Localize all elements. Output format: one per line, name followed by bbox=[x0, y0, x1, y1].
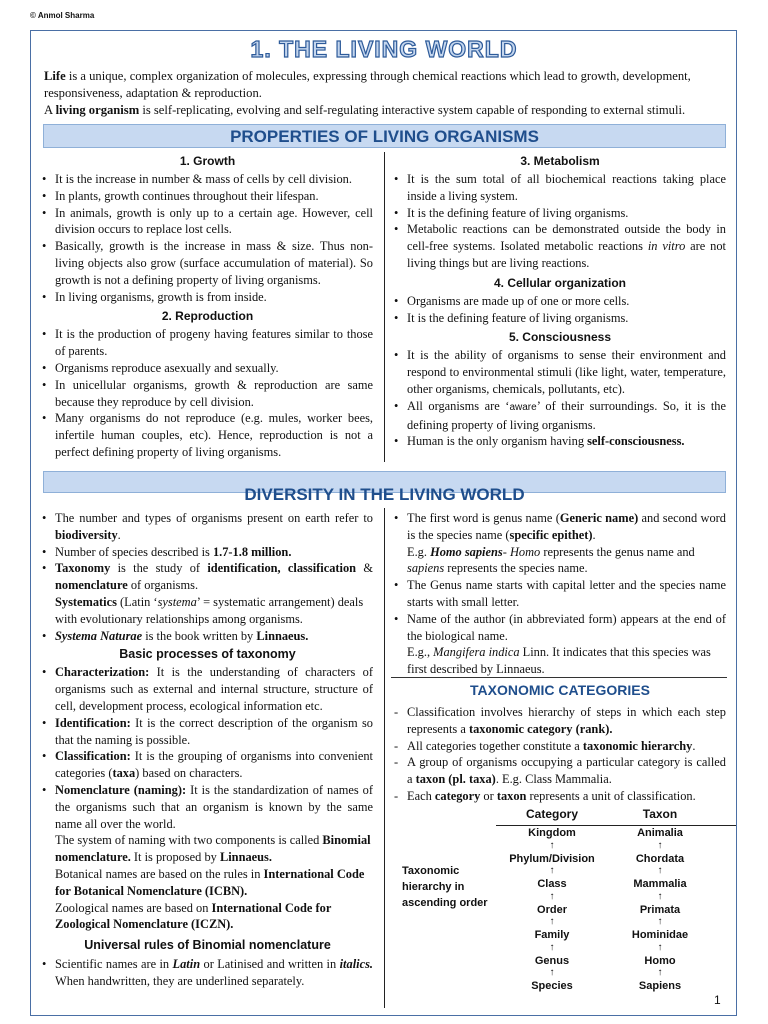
text: Number of species described is bbox=[55, 544, 213, 559]
text: are not living things but are living reactions. bbox=[407, 239, 727, 270]
up-arrow-icon: ↑ bbox=[549, 839, 555, 851]
list-item: • It is the ability of organisms to sense their environment and respond to environmental stimuli (like light, water, temperature, other organisms, chemicals, pollutants, etc). bbox=[394, 347, 726, 397]
bold-text: identification, classification bbox=[207, 561, 357, 576]
bold-text: Binomial nomenclature. bbox=[55, 833, 371, 865]
list-item bbox=[394, 510, 726, 544]
list-item: • In animals, growth is only up to a certain age. However, cell division occurs to replace lost cells. bbox=[42, 205, 373, 239]
list-item: • It is the increase in number & mass of cells by cell division. bbox=[42, 171, 373, 188]
list-item bbox=[42, 628, 373, 645]
text: - bbox=[502, 544, 510, 559]
column-divider bbox=[384, 152, 385, 462]
list-item: • The Genus name starts with capital letter and the species name starts with small letter. bbox=[394, 577, 726, 611]
bold-text: Nomenclature (naming): bbox=[55, 782, 187, 797]
organism-definition bbox=[44, 102, 736, 119]
list-item bbox=[42, 544, 373, 561]
category-cell: Phylum/Division bbox=[509, 852, 595, 865]
processes-list bbox=[42, 664, 373, 832]
list-item bbox=[42, 664, 373, 714]
bold-text: taxonomic hierarchy bbox=[582, 738, 693, 753]
text: The number and types of organisms present on earth refer to bbox=[55, 511, 373, 525]
list-item bbox=[394, 704, 726, 738]
bold-text: Classification: bbox=[55, 749, 131, 764]
text: . bbox=[117, 527, 121, 542]
list-item: • It is the defining feature of living organisms. bbox=[394, 310, 726, 327]
list-item bbox=[42, 956, 373, 990]
list-item: • It is the sum total of all biochemical reactions taking place inside a living system. bbox=[394, 171, 726, 205]
consciousness-heading: 5. Consciousness bbox=[508, 330, 612, 345]
list-item: • In unicellular organisms, growth & reproduction are same because they reproduce by cell division. bbox=[42, 377, 373, 411]
life-text: is a unique, complex organization of molecules, expressing through chemical reactions which lead to growth, development, responsiveness, adaptation & reproduction. bbox=[44, 69, 691, 100]
diversity-right-column bbox=[394, 510, 726, 678]
bold-text: 1.7-1.8 million. bbox=[212, 544, 292, 559]
up-arrow-icon: ↑ bbox=[549, 890, 555, 902]
naming-rules-list bbox=[394, 510, 726, 544]
diversity-list bbox=[42, 510, 373, 594]
org-text: is self-replicating, evolving and self-regulating interactive system capable of responding to external stimuli. bbox=[139, 103, 686, 117]
category-column-header: Category bbox=[525, 807, 578, 821]
text: It is the understanding of characters of organisms such as external and internal structure, structure of cell, development process, ecological information etc. bbox=[55, 665, 373, 713]
text: It is proposed by bbox=[130, 850, 220, 865]
reproduction-list bbox=[42, 326, 373, 460]
bold-text: category bbox=[434, 788, 481, 803]
text: All organisms are ‘ bbox=[407, 398, 510, 413]
italic-text: Latin bbox=[172, 957, 201, 972]
bold-text: Identification: bbox=[55, 715, 131, 730]
up-arrow-icon: ↑ bbox=[549, 916, 555, 927]
category-cell: Genus bbox=[534, 954, 570, 967]
text: When handwritten, they are underlined separately. bbox=[55, 973, 305, 988]
metabolism-heading: 3. Metabolism bbox=[520, 154, 600, 168]
text: represents the species name. bbox=[444, 561, 588, 576]
page-title: 1. THE LIVING WORLD bbox=[250, 36, 518, 62]
list-item bbox=[394, 788, 726, 805]
bold-text: Systematics bbox=[55, 594, 117, 609]
growth-list bbox=[42, 171, 373, 305]
bold-text: Linnaeus. bbox=[219, 850, 272, 865]
text: It is the standardization of names of the organisms such that an organism is known by the same name all over the world. bbox=[55, 782, 373, 831]
life-definition bbox=[44, 68, 736, 102]
taxon-cell: Mammalia bbox=[633, 878, 687, 890]
cellular-list bbox=[394, 293, 726, 327]
list-item: • Organisms reproduce asexually and sexually. bbox=[42, 360, 373, 377]
diversity-list-2 bbox=[42, 628, 373, 645]
text: . bbox=[692, 738, 696, 753]
org-prefix: A bbox=[44, 103, 56, 117]
bold-text: taxon bbox=[496, 788, 527, 803]
bold-text: Characterization: bbox=[55, 665, 150, 680]
italic-text: Homo bbox=[509, 544, 541, 559]
taxonomic-categories-heading: TAXONOMIC CATEGORIES bbox=[470, 682, 650, 698]
bold-text: nomenclature bbox=[55, 578, 128, 593]
growth-heading: 1. Growth bbox=[179, 154, 236, 168]
org-term: living organism bbox=[55, 103, 140, 117]
category-cell: Class bbox=[537, 878, 567, 890]
list-item bbox=[42, 560, 373, 594]
text: Scientific names are in bbox=[55, 957, 173, 972]
list-item: • Basically, growth is the increase in mass & size. Thus non-living objects also grow (surface accumulation of material). So growth is not a defining property of living organisms. bbox=[42, 238, 373, 288]
taxon-cell: Animalia bbox=[637, 827, 683, 839]
category-cell: Kingdom bbox=[528, 827, 576, 839]
italic-text: Homo sapiens bbox=[430, 544, 503, 559]
diversity-left-column bbox=[42, 510, 373, 990]
list-item bbox=[394, 221, 726, 271]
cellular-heading: 4. Cellular organization bbox=[493, 275, 627, 290]
binomial-paragraph bbox=[42, 832, 373, 866]
up-arrow-icon: ↑ bbox=[657, 916, 663, 927]
consciousness-list bbox=[394, 347, 726, 450]
list-item bbox=[42, 510, 373, 544]
list-item: • It is the production of progeny having features similar to those of parents. bbox=[42, 326, 373, 360]
text: is the study of bbox=[110, 561, 208, 576]
up-arrow-icon: ↑ bbox=[549, 865, 555, 876]
copyright-notice: © Anmol Sharma bbox=[30, 11, 95, 20]
properties-heading: PROPERTIES OF LIVING ORGANISMS bbox=[43, 124, 726, 148]
diversity-heading: DIVERSITY IN THE LIVING WORLD bbox=[244, 485, 525, 504]
list-item bbox=[42, 782, 373, 832]
text: . E.g. Class Mammalia. bbox=[495, 772, 612, 787]
text: It is the grouping of organisms into convenient categories ( bbox=[55, 749, 373, 781]
text: of organisms. bbox=[127, 578, 199, 593]
list-item bbox=[42, 715, 373, 749]
text: represents a unit of classification. bbox=[526, 788, 696, 803]
text: Zoological names are based on bbox=[55, 900, 212, 915]
text: A group of organisms occupying a particular category is called a bbox=[407, 755, 726, 787]
bold-text: specific epithet) bbox=[509, 527, 593, 542]
rules-list bbox=[42, 956, 373, 990]
text: It is the correct description of the organism so that the naming is possible. bbox=[55, 715, 373, 747]
list-item bbox=[42, 748, 373, 782]
universal-rules-heading: Universal rules of Binomial nomenclature bbox=[84, 938, 331, 953]
list-item: • In living organisms, growth is from inside. bbox=[42, 289, 373, 306]
text: ) based on characters. bbox=[135, 766, 243, 781]
text: The system of naming with two components is called bbox=[55, 833, 323, 848]
text: E.g., bbox=[407, 645, 434, 660]
up-arrow-icon: ↑ bbox=[657, 839, 663, 851]
life-term: Life bbox=[44, 69, 66, 83]
basic-processes-heading: Basic processes of taxonomy bbox=[119, 647, 296, 662]
bold-text: International Code for Botanical Nomenclature (ICBN). bbox=[55, 866, 365, 898]
up-arrow-icon: ↑ bbox=[657, 941, 663, 953]
properties-right-column bbox=[394, 152, 726, 450]
taxonomic-hierarchy-table bbox=[400, 806, 736, 996]
reproduction-heading: 2. Reproduction bbox=[161, 309, 254, 324]
bold-text: taxa bbox=[112, 766, 136, 781]
italic-text: Mangifera indica bbox=[433, 645, 520, 660]
text: ’ of their surroundings. So, it is the defining property of living organisms. bbox=[407, 398, 726, 432]
text: ’ = systematic arrangement) deals with evolutionary relationships among organisms. bbox=[55, 594, 364, 626]
text: Human is the only organism having bbox=[407, 434, 588, 449]
text: Each bbox=[407, 788, 435, 803]
text: E.g. bbox=[407, 544, 431, 559]
bold-text: taxonomic category (rank). bbox=[468, 721, 613, 736]
list-item: • Many organisms do not reproduce (e.g. mules, worker bees, infertile human couples, etc). Hence, reproduction is not a perfect defining property of living organisms. bbox=[42, 410, 373, 460]
text: and second word is the species name ( bbox=[407, 511, 726, 542]
icbn-paragraph bbox=[42, 866, 373, 900]
list-item bbox=[394, 398, 726, 434]
section-rule bbox=[391, 677, 727, 678]
list-item bbox=[394, 754, 726, 788]
up-arrow-icon: ↑ bbox=[549, 941, 555, 953]
text: Metabolic reactions can be demonstrated outside the body in cell-free systems. Isolated metabolic reactions bbox=[407, 222, 726, 254]
text: Botanical names are based on the rules in bbox=[55, 866, 264, 881]
italic-text: italics. bbox=[339, 957, 373, 972]
example-mangifera bbox=[394, 644, 726, 678]
metabolism-list bbox=[394, 171, 726, 272]
up-arrow-icon: ↑ bbox=[657, 967, 663, 978]
bold-text: Linnaeus. bbox=[256, 628, 309, 643]
example-homo-sapiens bbox=[394, 544, 726, 578]
italic-text: systema bbox=[157, 594, 197, 609]
text: Classification involves hierarchy of steps in which each step represents a bbox=[407, 705, 726, 736]
up-arrow-icon: ↑ bbox=[657, 865, 663, 876]
text: & bbox=[356, 561, 373, 576]
italic-text: in vitro bbox=[647, 239, 686, 254]
list-item bbox=[394, 433, 726, 450]
table-header-rule bbox=[496, 825, 736, 826]
text: is the book written by bbox=[142, 628, 257, 643]
taxonomic-column bbox=[394, 704, 726, 805]
list-item: • Organisms are made up of one or more cells. bbox=[394, 293, 726, 310]
list-item: • It is the defining feature of living organisms. bbox=[394, 205, 726, 222]
up-arrow-icon: ↑ bbox=[549, 967, 555, 978]
category-cell: Order bbox=[537, 903, 567, 916]
bold-text: International Code for Zoological Nomenclature (ICZN). bbox=[55, 900, 332, 932]
bold-text: biodiversity bbox=[55, 527, 118, 542]
list-item: • In plants, growth continues throughout their lifespan. bbox=[42, 188, 373, 205]
taxon-cell: Homo bbox=[644, 954, 676, 967]
page-number: 1 bbox=[714, 993, 721, 1007]
bold-text: taxon (pl. taxa) bbox=[415, 772, 496, 787]
iczn-paragraph bbox=[42, 900, 373, 934]
book-title: Systema Naturae bbox=[55, 628, 143, 643]
category-cell: Family bbox=[534, 929, 570, 941]
up-arrow-icon: ↑ bbox=[657, 890, 663, 902]
bold-text: Taxonomy bbox=[55, 561, 111, 576]
taxon-cell: Hominidae bbox=[631, 929, 689, 941]
intro-section bbox=[44, 68, 736, 119]
systematics-paragraph bbox=[42, 594, 373, 628]
aware-word: aware bbox=[509, 401, 537, 413]
bold-text: Generic name) bbox=[559, 511, 639, 525]
taxonomic-list bbox=[394, 704, 726, 805]
list-item: • Name of the author (in abbreviated form) appears at the end of the biological name. bbox=[394, 611, 726, 645]
bold-text: self-consciousness. bbox=[587, 434, 685, 449]
taxon-column-header: Taxon bbox=[642, 807, 678, 821]
text: All categories together constitute a bbox=[407, 738, 583, 753]
column-divider bbox=[384, 508, 385, 1008]
taxon-cell: Sapiens bbox=[638, 980, 682, 992]
text: Linn. It indicates that this species was first described by Linnaeus. bbox=[407, 645, 711, 677]
text: (Latin ‘ bbox=[116, 594, 158, 609]
italic-text: sapiens bbox=[407, 561, 445, 576]
taxon-cell: Primata bbox=[639, 903, 681, 916]
text: represents the genus name and bbox=[540, 544, 695, 559]
properties-left-column bbox=[42, 152, 373, 461]
category-cell: Species bbox=[531, 980, 573, 992]
text: or bbox=[480, 788, 497, 803]
taxon-cell: Chordata bbox=[635, 852, 685, 865]
list-item bbox=[394, 738, 726, 755]
text: . bbox=[592, 527, 596, 542]
naming-rules-list-2 bbox=[394, 577, 726, 644]
hierarchy-label: Taxonomic hierarchy in ascending order bbox=[402, 865, 488, 909]
text: or Latinised and written in bbox=[200, 957, 340, 972]
text: The first word is genus name ( bbox=[407, 511, 560, 525]
